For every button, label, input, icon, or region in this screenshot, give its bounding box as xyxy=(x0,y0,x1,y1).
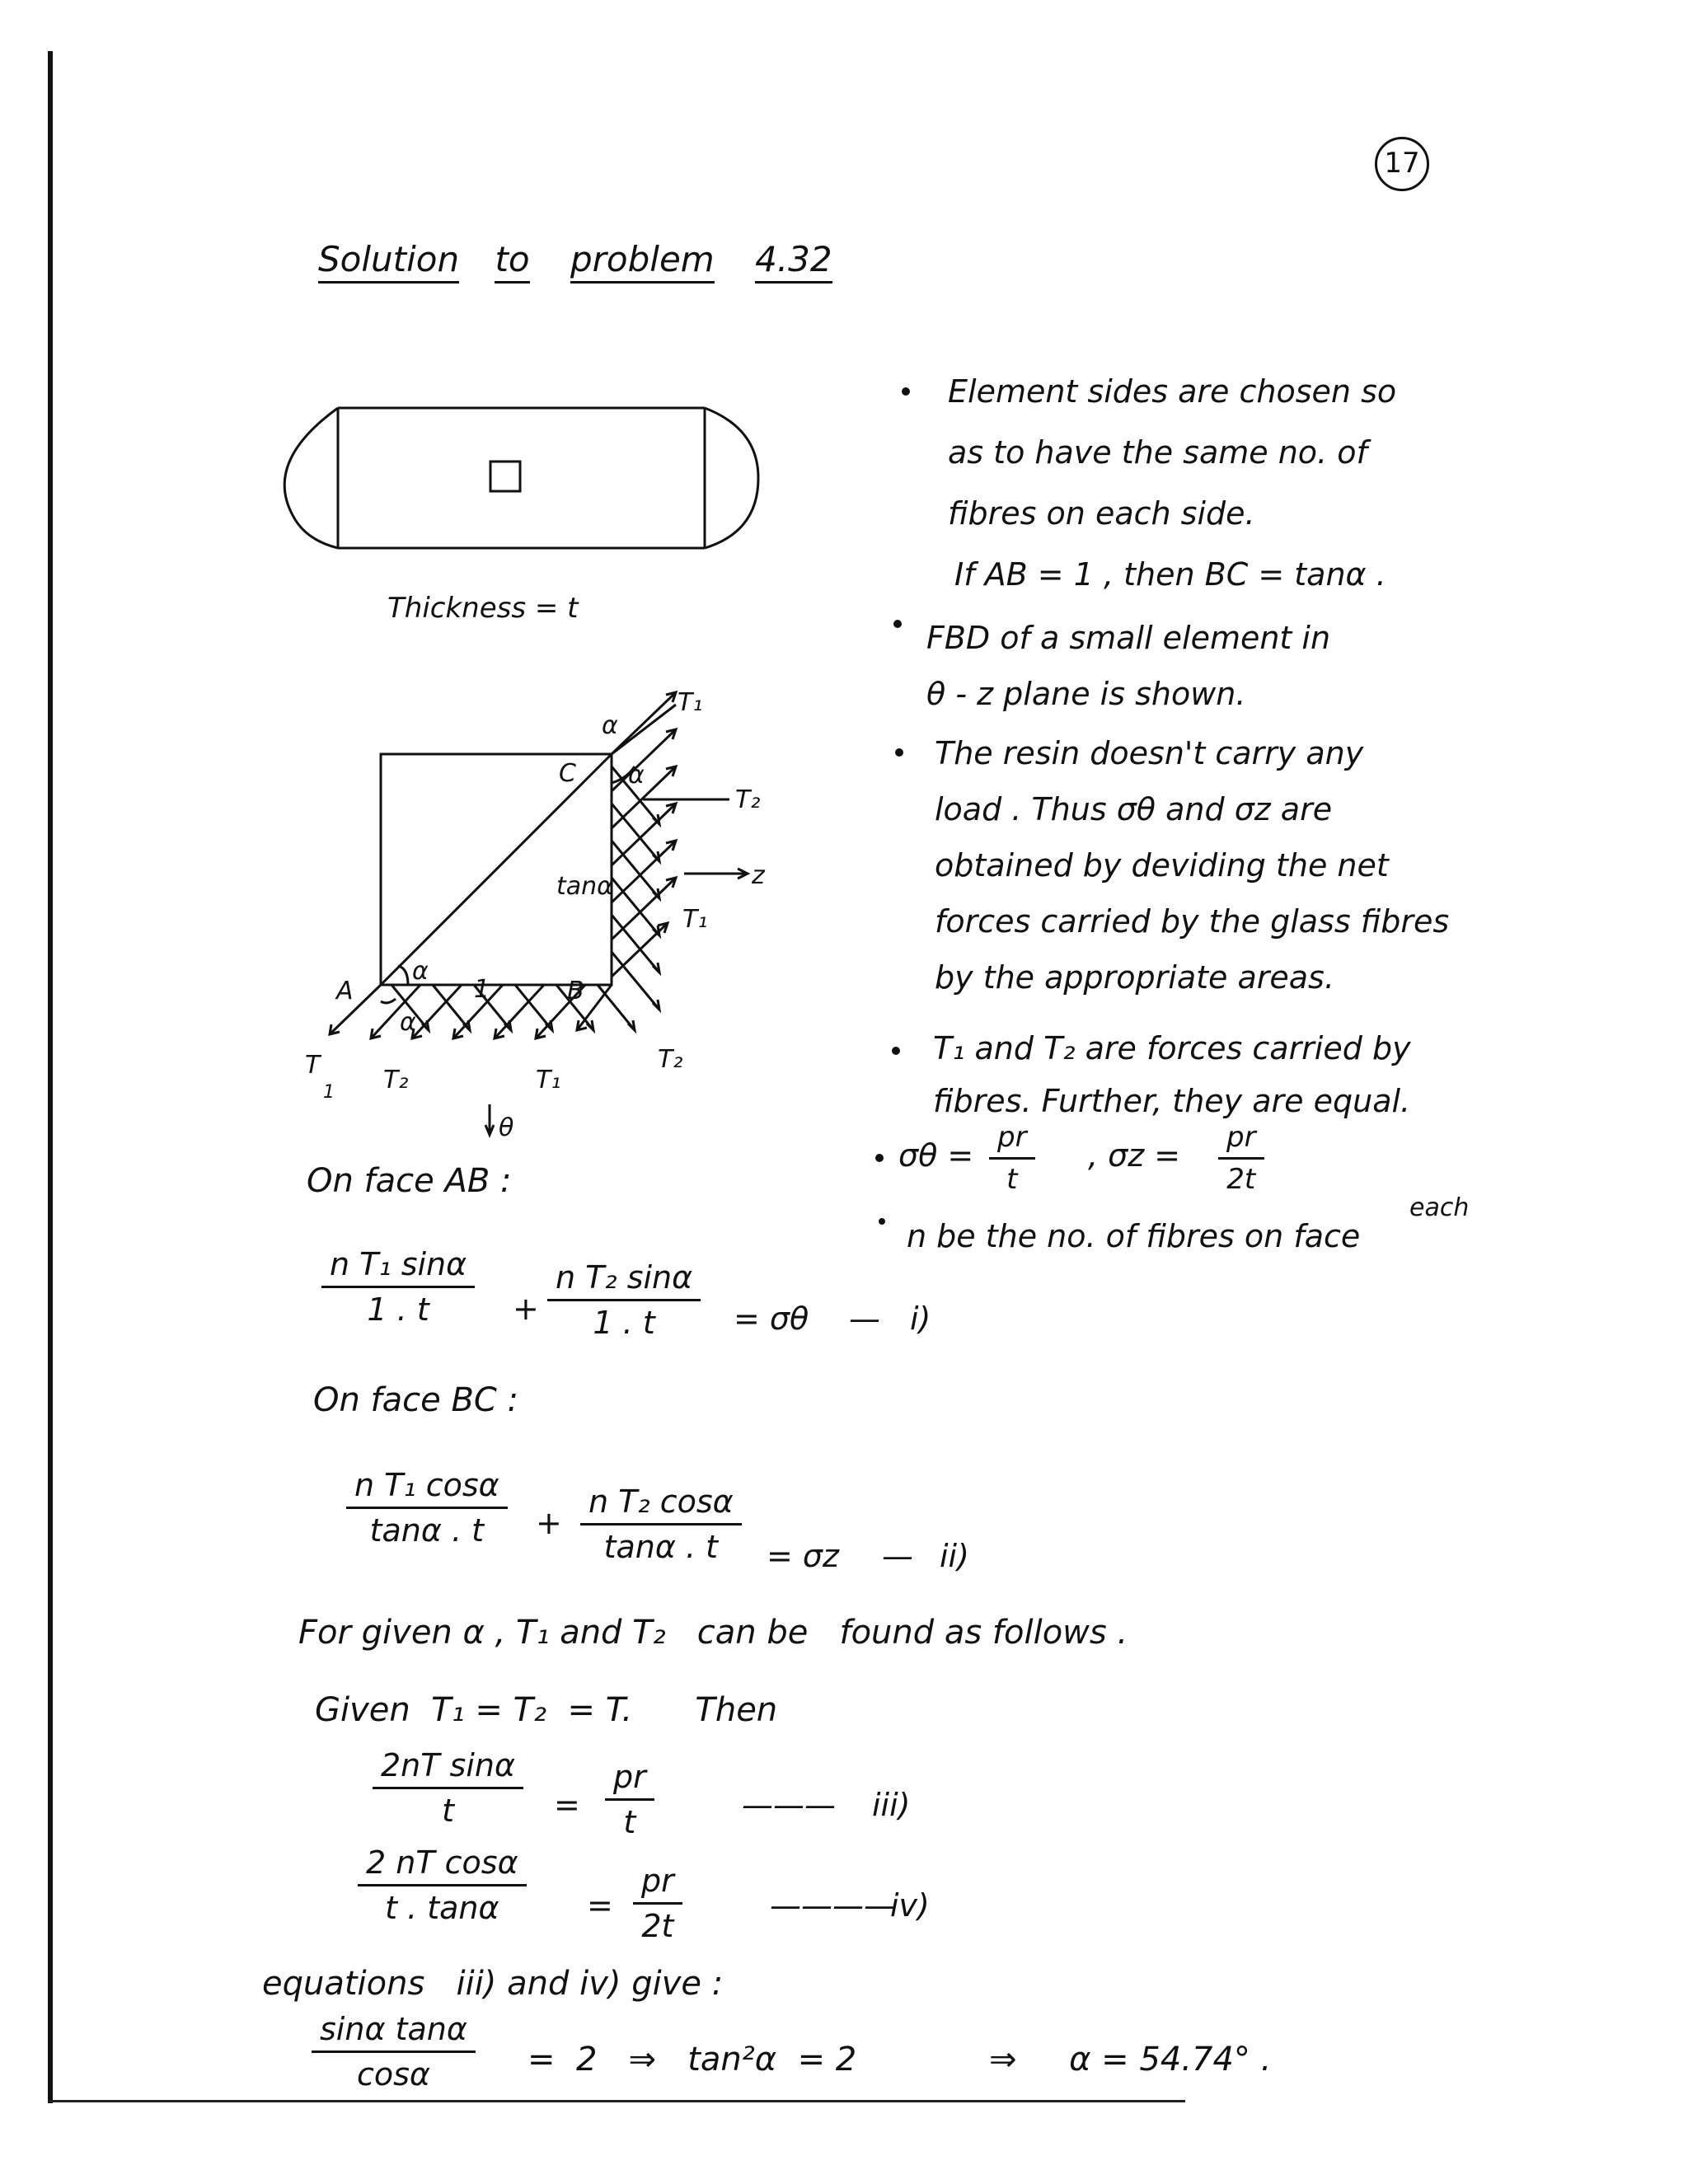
label-t1-top: T₁ xyxy=(678,688,703,717)
vessel-left-cap xyxy=(284,408,338,548)
note-line: forces carried by the glass fibres xyxy=(935,903,1450,940)
t1-top-arrow xyxy=(612,705,676,754)
bullet-5 xyxy=(875,1154,884,1162)
label-t1-left: T xyxy=(305,1051,321,1080)
label-c: C xyxy=(559,759,576,788)
eq2-term1: $\frac{\text{n T₁ cosα}}{\tan\alpha . t}$ xyxy=(346,1467,508,1549)
eq4-lhs: $\frac{\text{2 nT cosα}}{t . \tan\alpha}$ xyxy=(358,1844,527,1926)
note-t1-t2 xyxy=(933,1022,1411,1127)
bullet-3 xyxy=(895,748,903,757)
note-stress-sigma-theta: σθ = xyxy=(898,1137,974,1174)
eq3-rhs: $\frac{pr}{t}$ xyxy=(605,1759,654,1840)
label-alpha-c: α xyxy=(628,761,645,790)
frac-sigma-theta: $\frac{pr}{t}$ xyxy=(989,1121,1035,1196)
note-line: by the appropriate areas. xyxy=(935,959,1334,996)
label-t2-right: T₂ xyxy=(735,785,761,814)
note-line: obtained by deviding the net xyxy=(935,847,1389,883)
page-bottom-line xyxy=(48,2100,1185,2102)
eq2-dash: — xyxy=(882,1538,913,1574)
bullet-4 xyxy=(892,1047,900,1055)
label-t2-bottom-right: T₂ xyxy=(658,1045,683,1074)
note-line: The resin doesn't carry any xyxy=(935,735,1364,771)
note-line: If AB = 1 , then BC = tanα . xyxy=(954,556,1386,593)
eq4-rhs: $\frac{pr}{2t}$ xyxy=(633,1863,682,1944)
label-t2-left: T₂ xyxy=(383,1066,409,1094)
note-line: θ - z plane is shown. xyxy=(926,676,1246,712)
label-t1-right: T₁ xyxy=(682,905,708,934)
eq2-term2: $\frac{\text{n T₂ cosα}}{\tan\alpha . t}$ xyxy=(580,1483,742,1565)
eq4-label: iv) xyxy=(890,1887,930,1924)
note-resin xyxy=(935,725,1449,1005)
alpha-arc-a xyxy=(398,966,408,985)
bullet-2 xyxy=(893,620,902,628)
final-result-part2: ⇒ α = 54.74° . xyxy=(989,2041,1272,2079)
label-b: B xyxy=(567,977,584,1005)
eq1-rhs: = σθ xyxy=(734,1301,809,1337)
title-word-problem: problem xyxy=(570,239,715,284)
thickness-label: Thickness = t xyxy=(387,592,579,625)
eq1-plus: + xyxy=(513,1291,539,1327)
note-stress-sigma-z: , σz = xyxy=(1088,1137,1181,1174)
eq3-lhs: $\frac{\text{2nT sinα}}{t}$ xyxy=(373,1747,523,1829)
note-line: T₁ and T₂ are forces carried by xyxy=(933,1030,1411,1066)
eq4-dash: ———— xyxy=(770,1887,895,1924)
note-fibres-per-face: n be the no. of fibres on face xyxy=(907,1218,1361,1254)
for-given-line: For given α , T₁ and T₂ can be found as follows . xyxy=(298,1614,1128,1652)
page-number: 17 xyxy=(1375,137,1429,191)
eq2-label: ii) xyxy=(940,1538,969,1574)
label-alpha-a: α xyxy=(412,957,429,986)
note-line: fibres. Further, they are equal. xyxy=(933,1083,1411,1119)
note-line: Element sides are chosen so xyxy=(948,373,1397,410)
eq1-term1: $\frac{\text{n T₁ sinα}}{1 . t}$ xyxy=(321,1246,475,1328)
frac-sigma-z: $\frac{pr}{2t}$ xyxy=(1218,1121,1264,1196)
label-alpha-top: α xyxy=(602,711,618,740)
face-ab-heading: On face AB : xyxy=(307,1162,512,1200)
label-t1-bottom: T₁ xyxy=(536,1066,561,1094)
eq1-dash: — xyxy=(849,1301,880,1337)
vessel-right-cap xyxy=(705,408,758,548)
label-tan: tanα xyxy=(556,872,613,901)
eq2-plus: + xyxy=(536,1505,562,1541)
note-each: each xyxy=(1409,1193,1470,1222)
eq3-equals: = xyxy=(554,1787,580,1823)
note-line: fibres on each side. xyxy=(948,495,1255,532)
face-bc-heading: On face BC : xyxy=(313,1381,519,1419)
given-line: Given T₁ = T₂ = T. Then xyxy=(315,1691,778,1729)
note-element-sides xyxy=(948,361,1396,605)
eq1-label: i) xyxy=(910,1301,931,1337)
label-one: 1 xyxy=(474,975,490,1004)
alpha-arc-a2 xyxy=(381,999,396,1003)
equations-give-line: equations iii) and iv) give : xyxy=(262,1965,724,2003)
title-word-to: to xyxy=(495,239,529,284)
bullet-1 xyxy=(902,387,910,396)
final-result-part1: = 2 ⇒ tan²α = 2 xyxy=(528,2041,857,2079)
note-line: load . Thus σθ and σz are xyxy=(935,791,1333,827)
label-z: z xyxy=(752,861,765,890)
eq1-term2: $\frac{\text{n T₂ sinα}}{1 . t}$ xyxy=(547,1259,701,1341)
eq3-dash: ——— xyxy=(742,1787,836,1823)
note-line: as to have the same no. of xyxy=(948,434,1367,471)
element-diagonal-ac xyxy=(381,754,612,985)
label-t1-left-sub: 1 xyxy=(323,1082,335,1103)
label-a: A xyxy=(336,977,354,1005)
final-lhs: $\frac{\text{sinα tanα}}{\cos\alpha}$ xyxy=(312,2011,476,2093)
eq4-equals: = xyxy=(587,1887,613,1924)
label-theta: θ xyxy=(499,1113,514,1142)
bullet-6 xyxy=(879,1218,885,1225)
note-fbd xyxy=(926,610,1330,722)
fbd-figure xyxy=(247,379,874,1203)
page-title xyxy=(318,239,832,279)
label-alpha-a2: α xyxy=(400,1008,416,1037)
fibres-right-face xyxy=(612,692,676,1010)
vessel-element-square xyxy=(490,462,520,491)
title-problem-number: 4.32 xyxy=(755,239,832,284)
note-line: FBD of a small element in xyxy=(926,620,1331,656)
title-word-solution: Solution xyxy=(318,239,459,284)
eq3-label: iii) xyxy=(872,1787,911,1823)
eq2-rhs: = σz xyxy=(767,1538,839,1574)
page-left-edge-bar xyxy=(48,51,53,2103)
